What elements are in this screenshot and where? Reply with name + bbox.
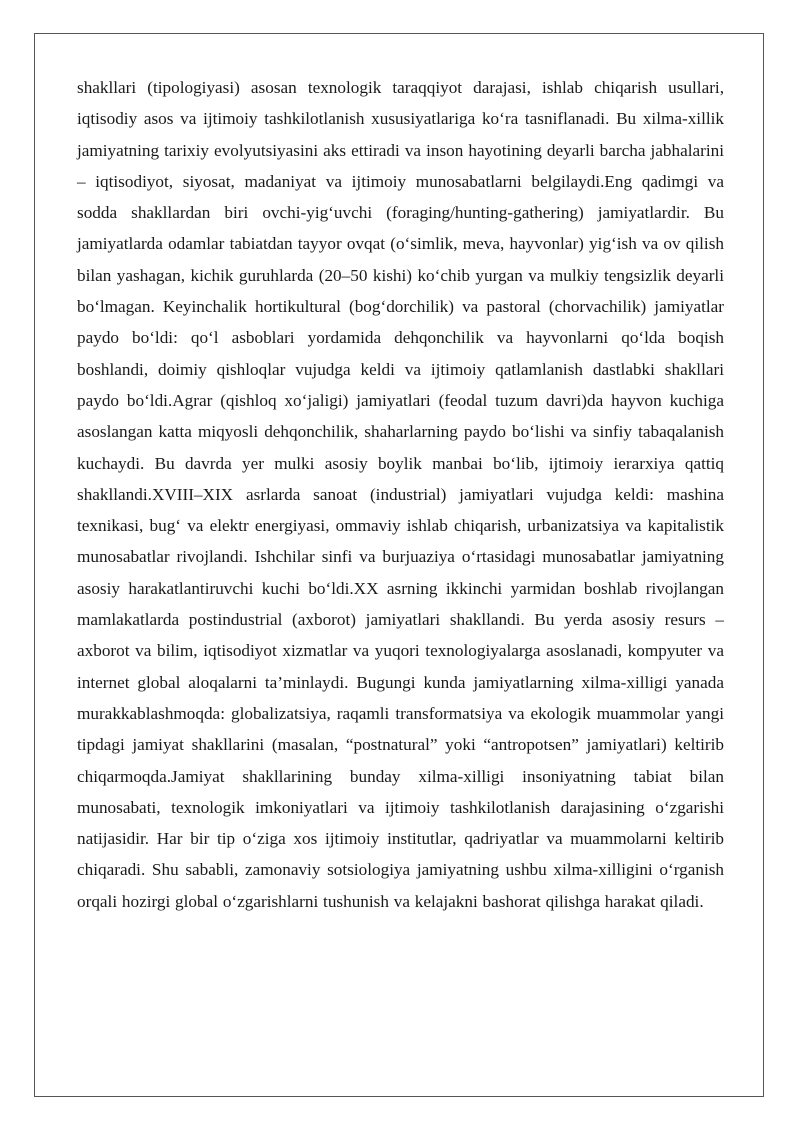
body-paragraph: shakllari (tipologiyasi) asosan texnologik taraqqiyot darajasi, ishlab chiqarish usullari, iqtisodiy asos va ijtimoiy tashkilotlanish xususiyatlariga ko‘ra tasniflanadi. Bu xilma-xillik jamiyatning tarixiy evolyutsiyasini aks ettiradi va inson hayotining deyarli barcha jabhalarini – iqtisodiyot, siyosat, madaniyat va ijtimoiy munosabatlarni belgilaydi.Eng qadimgi va sodda shakllardan biri ovchi-yig‘uvchi (foraging/hunting-gathering) jamiyatlardir. Bu jamiyatlarda odamlar tabiatdan tayyor ovqat (o‘simlik, meva, hayvonlar) yig‘ish va ov qilish bilan yashagan, kichik guruhlarda (20–50 kishi) ko‘chib yurgan va mulkiy tengsizlik deyarli bo‘lmagan. Keyinchalik hortikultural (bog‘dorchilik) va pastoral (chorvachilik) jamiyatlar paydo bo‘ldi: qo‘l asboblari yordamida dehqonchilik va hayvonlarni qo‘lda boqish boshlandi, doimiy qishloqlar vujudga keldi va ijtimoiy qatlamlanish dastlabki shakllari paydo bo‘ldi.Agrar (qishloq xo‘jaligi) jamiyatlari (feodal tuzum davri)da hayvon kuchiga asoslangan katta miqyosli dehqonchilik, shaharlarning paydo bo‘lishi va sinfiy tabaqalanish kuchaydi. Bu davrda yer mulki asosiy boylik manbai bo‘lib, ijtimoiy ierarxiya qattiq shakllandi.XVIII–XIX asrlarda sanoat (industrial) jamiyatlari vujudga keldi: mashina texnikasi, bug‘ va elektr energiyasi, ommaviy ishlab chiqarish, urbanizatsiya va kapitalistik munosabatlar rivojlandi. Ishchilar sinfi va burjuaziya o‘rtasidagi munosabatlar jamiyatning asosiy harakatlantiruvchi kuchi bo‘ldi.XX asrning ikkinchi yarmidan boshlab rivojlangan mamlakatlarda postindustrial (axborot) jamiyatlari shakllandi. Bu yerda asosiy resurs – axborot va bilim, iqtisodiyot xizmatlar va yuqori texnologiyalarga asoslanadi, kompyuter va internet global aloqalarni ta’minlaydi. Bugungi kunda jamiyatlarning xilma-xilligi yanada murakkablashmoqda: globalizatsiya, raqamli transformatsiya va ekologik muammolar yangi tipdagi jamiyat shakllarini (masalan, “postnatural” yoki “antropotsen” jamiyatlari) keltirib chiqarmoqda.Jamiyat shakllarining bunday xilma-xilligi insoniyatning tabiat bilan munosabati, texnologik imkoniyatlari va ijtimoiy tashkilotlanish darajasining o‘zgarishi natijasidir. Har bir tip o‘ziga xos ijtimoiy institutlar, qadriyatlar va muammolarni keltirib chiqaradi. Shu sababli, zamonaviy sotsiologiya jamiyatning ushbu xilma-xilligini o‘rganish orqali hozirgi global o‘zgarishlarni tushunish va kelajakni bashorat qilishga harakat qiladi. xyxy=(77,78,724,911)
